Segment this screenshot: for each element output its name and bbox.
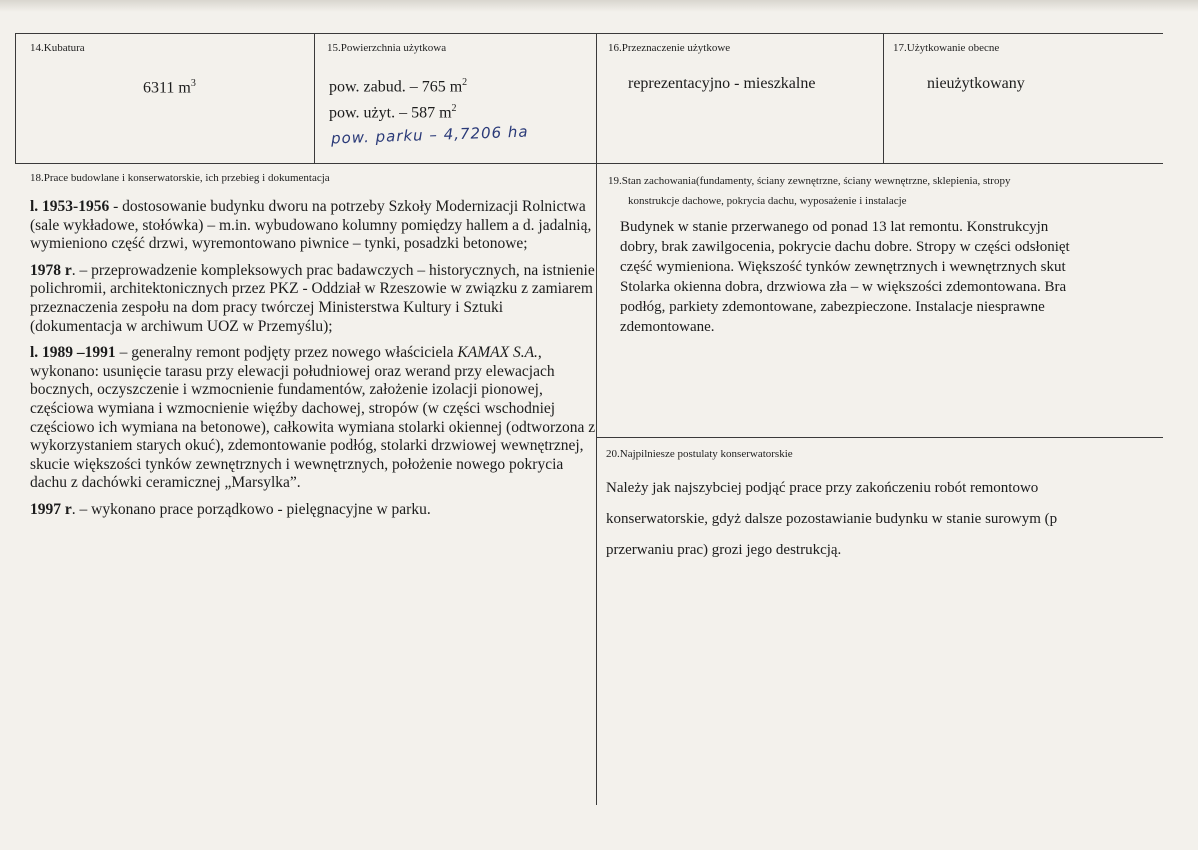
works-entry-1953-period: l. 1953-1956 [30,198,110,215]
works-entry-1997 [30,501,597,520]
col-divider-14-15 [314,33,315,164]
field-19-line-3: część wymieniona. Większość tynków zewnętrznych i wewnętrznych skut [620,259,1066,275]
usable-area-value [329,99,457,122]
field-18-label: 18.Prace budowlane i konserwatorskie, ich przebieg i dokumentacja [30,172,330,184]
field-20-label: 20.Najpilniesze postulaty konserwatorskie [606,448,793,460]
left-border [15,33,16,164]
works-entry-1989-period: l. 1989 –1991 [30,344,116,362]
works-entry-1989-text-b: , wykonano: usunięcie tarasu przy elewacji południowej oraz werand przy elewacjach bocznych, oczyszczenie i wzmocnienie fundamentów, założenie izolacji pionowej, częściowa wymiana i wzmocnienie więźby dachowej, stropów (w części wschodniej częściowo ich wymiana na betonowe), całkowita wymiana stolarki okiennej (odtworzona z wykorzystaniem starych okuć), zdemontowanie podłóg, stolarki drzwiowej wewnętrznej, skucie większości tynków zewnętrznych i wewnętrznych, położenie nowego pokrycia dachu z dachówki ceramicznej „Marsylka”. [30,344,596,492]
field-17-value: nieużytkowany [927,75,1025,92]
cubature-unit-exponent: 3 [190,78,196,89]
field-14-value [143,74,196,97]
top-border [15,33,1163,34]
field-14-label: 14.Kubatura [30,42,85,54]
row-divider [15,163,1163,164]
field-20-line-3: przerwaniu prac) grozi jego destrukcją. [606,542,842,558]
park-area-handwritten-note: pow. parku – 4,7206 ha [330,122,529,148]
field-16-label: 16.Przeznaczenie użytkowe [608,42,731,54]
field-20-line-1: Należy jak najszybciej podjąć prace przy zakończeniu robót remontowo [606,480,1039,496]
works-entry-1997-text: . – wykonano prace porządkowo - pielęgnacyjne w parku. [71,500,431,518]
field-19-line-5: podłóg, parkiety zdemontowane, zabezpieczone. Instalacje niesprawne [620,299,1045,315]
works-entry-1989-text-a: – generalny remont podjęty przez nowego właściciela [115,344,458,362]
field-19-label-line1: 19.Stan zachowania(fundamenty, ściany zewnętrzne, ściany wewnętrzne, sklepienia, stropy [608,175,1011,187]
field-18-body [30,198,597,528]
field-15-label: 15.Powierzchnia użytkowa [327,42,447,54]
field-19-line-4: Stolarka okienna dobra, drzwiowa zła – w większości zdemontowana. Bra [620,279,1067,295]
scan-top-shadow [0,0,1198,12]
works-entry-1989 [30,344,597,493]
works-entry-1953 [30,198,597,254]
works-entry-1978-text: . – przeprowadzenie kompleksowych prac badawczych – historycznych, na istnienie polichromii, architektonicznych przez PKZ - Oddział w Rzeszowie w związku z zamiarem przeznaczenia zespołu na dom pracy twórczej Ministerstwa Kultury i Sztuki (dokumentacja w archiwum UOZ w Przemyślu); [30,261,595,335]
works-entry-1953-text: - dostosowanie budynku dworu na potrzeby Szkoły Modernizacji Rolnictwa (sale wykładowe, stołówka) – m.in. wybudowano kolumny pomiędzy hallem a d. jadalnią, wymieniono część drzwi, wyremontowano piwnice – tynki, posadzki betonowe; [30,198,592,253]
field-19-line-2: dobry, brak zawilgocenia, pokrycie dachu dobre. Stropy w części odsłonięt [620,239,1070,255]
built-area-exponent: 2 [462,77,468,88]
field-19-line-6: zdemontowane. [620,319,715,335]
field-20-line-2: konserwatorskie, gdyż dalsze pozostawianie budynku w stanie surowym (p [606,511,1058,527]
built-area-text: pow. zabud. – 765 m [329,78,463,96]
usable-area-exponent: 2 [451,103,457,114]
section-19-20-divider [596,437,1163,438]
built-area-value [329,73,467,96]
owner-name: KAMAX S.A. [457,344,538,362]
usable-area-text: pow. użyt. – 587 m [329,104,452,122]
works-entry-1997-period: 1997 r [30,500,72,518]
field-19-line-1: Budynek w stanie przerwanego od ponad 13 lat remontu. Konstrukcyjn [620,219,1049,235]
field-19-label-line2: konstrukcje dachowe, pokrycia dachu, wyposażenie i instalacje [628,195,907,207]
works-entry-1978-period: 1978 r [30,261,72,279]
field-17-label: 17.Użytkowanie obecne [893,42,1000,54]
works-entry-1978 [30,262,597,336]
field-16-value: reprezentacyjno - mieszkalne [628,75,816,92]
col-divider-16-17 [883,33,884,164]
cubature-number: 6311 m [143,79,191,97]
